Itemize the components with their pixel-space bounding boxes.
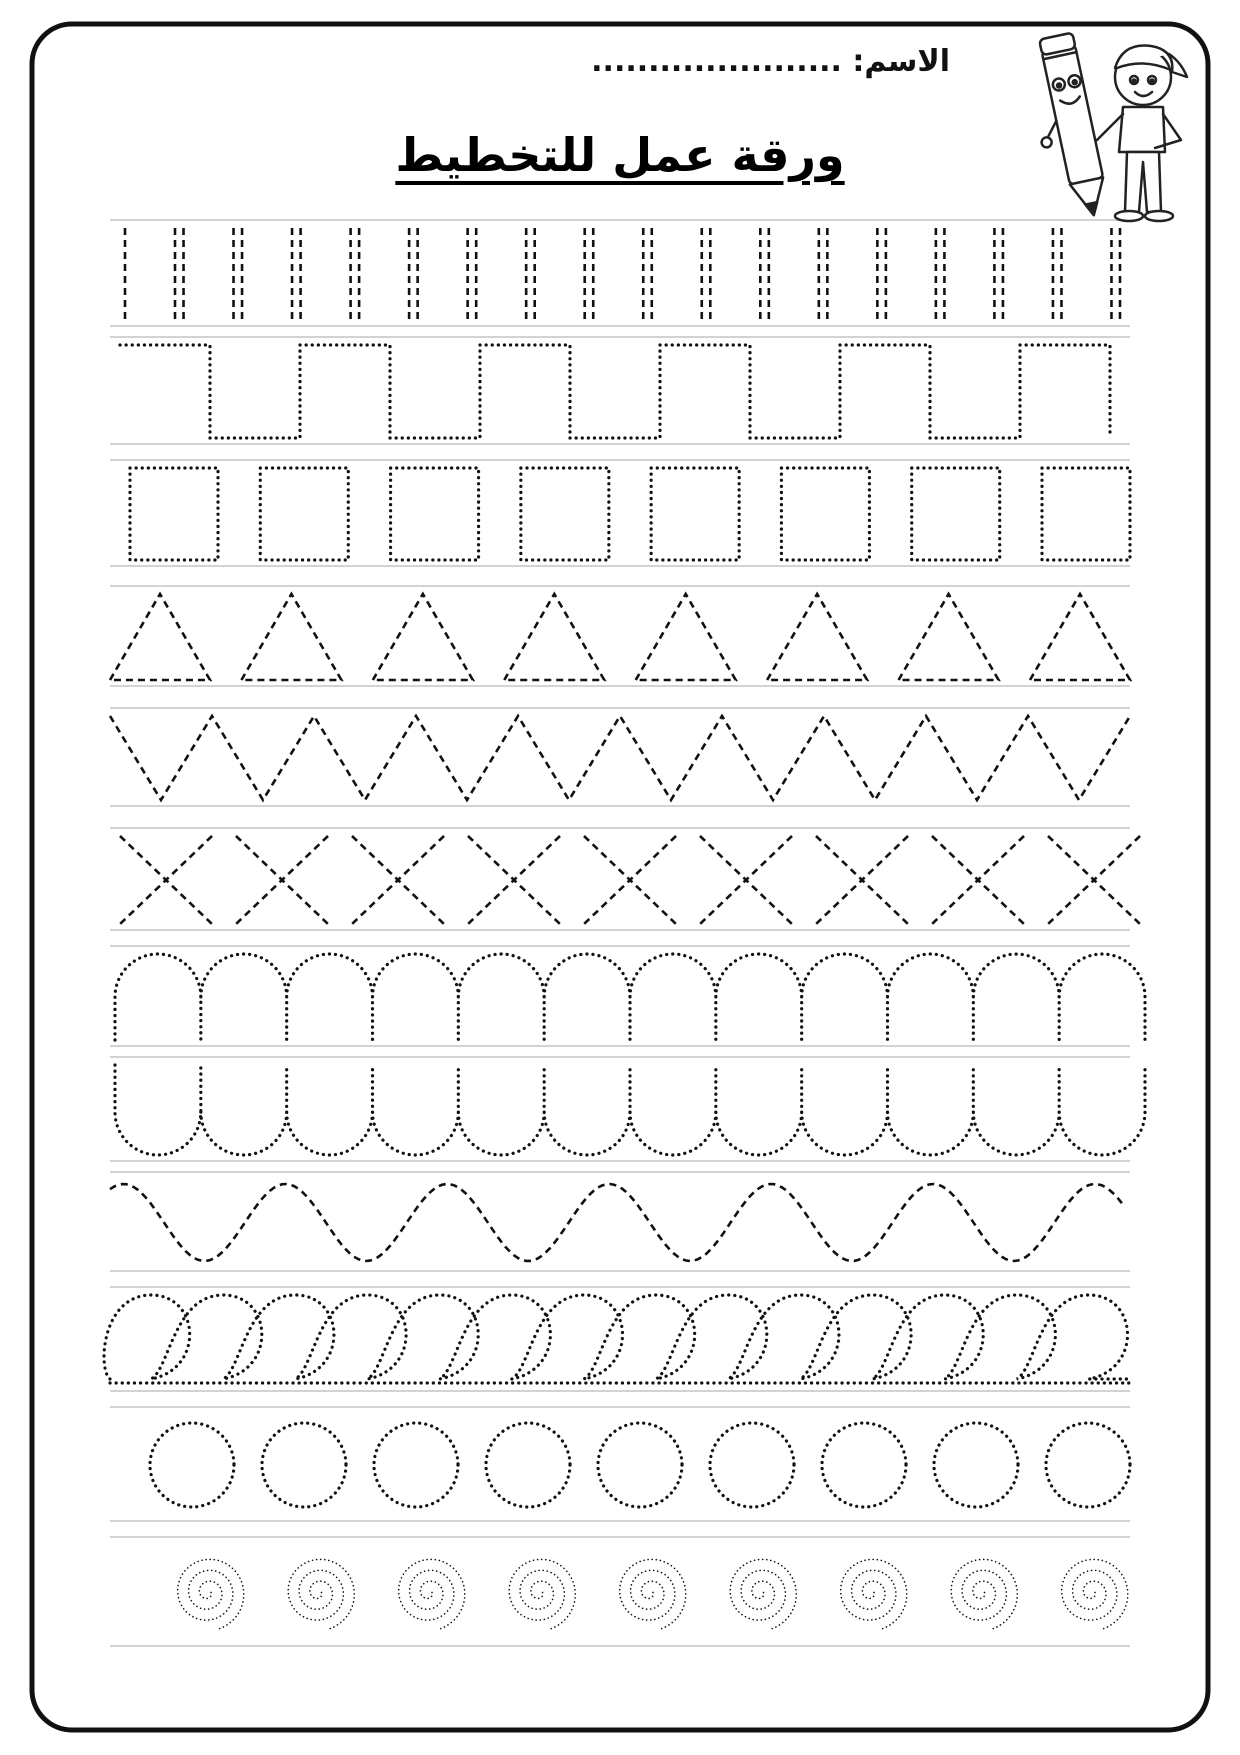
circle-shape bbox=[598, 1423, 682, 1507]
pattern-row-vertical-lines bbox=[125, 228, 1120, 320]
pattern-row-triangles bbox=[110, 594, 1130, 680]
square-shape bbox=[781, 468, 869, 560]
cross-shape bbox=[468, 836, 560, 924]
cup-line bbox=[115, 1065, 1145, 1155]
cross-shape bbox=[120, 836, 212, 924]
circle-shape bbox=[150, 1423, 234, 1507]
square-shape bbox=[521, 468, 609, 560]
pattern-row-sine-wave bbox=[110, 1184, 1122, 1261]
triangle-shape bbox=[1030, 594, 1130, 680]
cross-shape bbox=[236, 836, 328, 924]
square-shape bbox=[260, 468, 348, 560]
pattern-row-u-cups bbox=[115, 1065, 1145, 1155]
triangle-shape bbox=[241, 594, 341, 680]
spiral-shape bbox=[288, 1559, 354, 1628]
loop-line bbox=[104, 1295, 1130, 1379]
triangle-shape bbox=[504, 594, 604, 680]
square-shape bbox=[391, 468, 479, 560]
cross-shape bbox=[352, 836, 444, 924]
circle-shape bbox=[710, 1423, 794, 1507]
pattern-row-square-wave bbox=[120, 345, 1110, 438]
arch-line bbox=[115, 954, 1145, 1040]
spiral-shape bbox=[509, 1559, 575, 1628]
triangle-shape bbox=[110, 594, 210, 680]
spiral-shape bbox=[841, 1559, 907, 1628]
pattern-row-circles bbox=[150, 1423, 1130, 1507]
cross-shape bbox=[584, 836, 676, 924]
name-field[interactable] bbox=[591, 44, 950, 79]
zigzag-line bbox=[110, 716, 1130, 800]
pencil-mascot-icon bbox=[1035, 22, 1195, 227]
circle-shape bbox=[262, 1423, 346, 1507]
cross-shape bbox=[700, 836, 792, 924]
square-wave-line bbox=[120, 345, 1110, 438]
triangle-shape bbox=[636, 594, 736, 680]
circle-shape bbox=[1046, 1423, 1130, 1507]
square-shape bbox=[130, 468, 218, 560]
square-shape bbox=[912, 468, 1000, 560]
pattern-row-spirals bbox=[178, 1559, 1128, 1628]
circle-shape bbox=[374, 1423, 458, 1507]
tracing-patterns bbox=[104, 228, 1145, 1629]
spiral-shape bbox=[730, 1559, 796, 1628]
cross-shape bbox=[816, 836, 908, 924]
triangle-shape bbox=[899, 594, 999, 680]
triangle-shape bbox=[373, 594, 473, 680]
square-shape bbox=[651, 468, 739, 560]
circle-shape bbox=[934, 1423, 1018, 1507]
pattern-row-squares bbox=[130, 468, 1130, 560]
name-label: الاسم: bbox=[852, 44, 950, 79]
pattern-row-arches bbox=[115, 954, 1145, 1040]
triangle-shape bbox=[767, 594, 867, 680]
page-border bbox=[32, 24, 1208, 1730]
pattern-row-zigzag bbox=[110, 716, 1130, 800]
pattern-row-crosses bbox=[120, 836, 1140, 924]
guide-lines bbox=[110, 220, 1130, 1646]
sine-wave-line bbox=[110, 1184, 1122, 1261]
spiral-shape bbox=[1062, 1559, 1128, 1628]
cross-shape bbox=[932, 836, 1024, 924]
spiral-shape bbox=[951, 1559, 1017, 1628]
spiral-shape bbox=[620, 1559, 686, 1628]
spiral-shape bbox=[399, 1559, 465, 1628]
name-blank[interactable]: ...................... bbox=[591, 44, 842, 79]
square-shape bbox=[1042, 468, 1130, 560]
spiral-shape bbox=[178, 1559, 244, 1628]
circle-shape bbox=[822, 1423, 906, 1507]
page-title: ورقة عمل للتخطيط bbox=[395, 128, 845, 182]
cross-shape bbox=[1048, 836, 1140, 924]
circle-shape bbox=[486, 1423, 570, 1507]
pattern-row-loops bbox=[104, 1295, 1130, 1383]
